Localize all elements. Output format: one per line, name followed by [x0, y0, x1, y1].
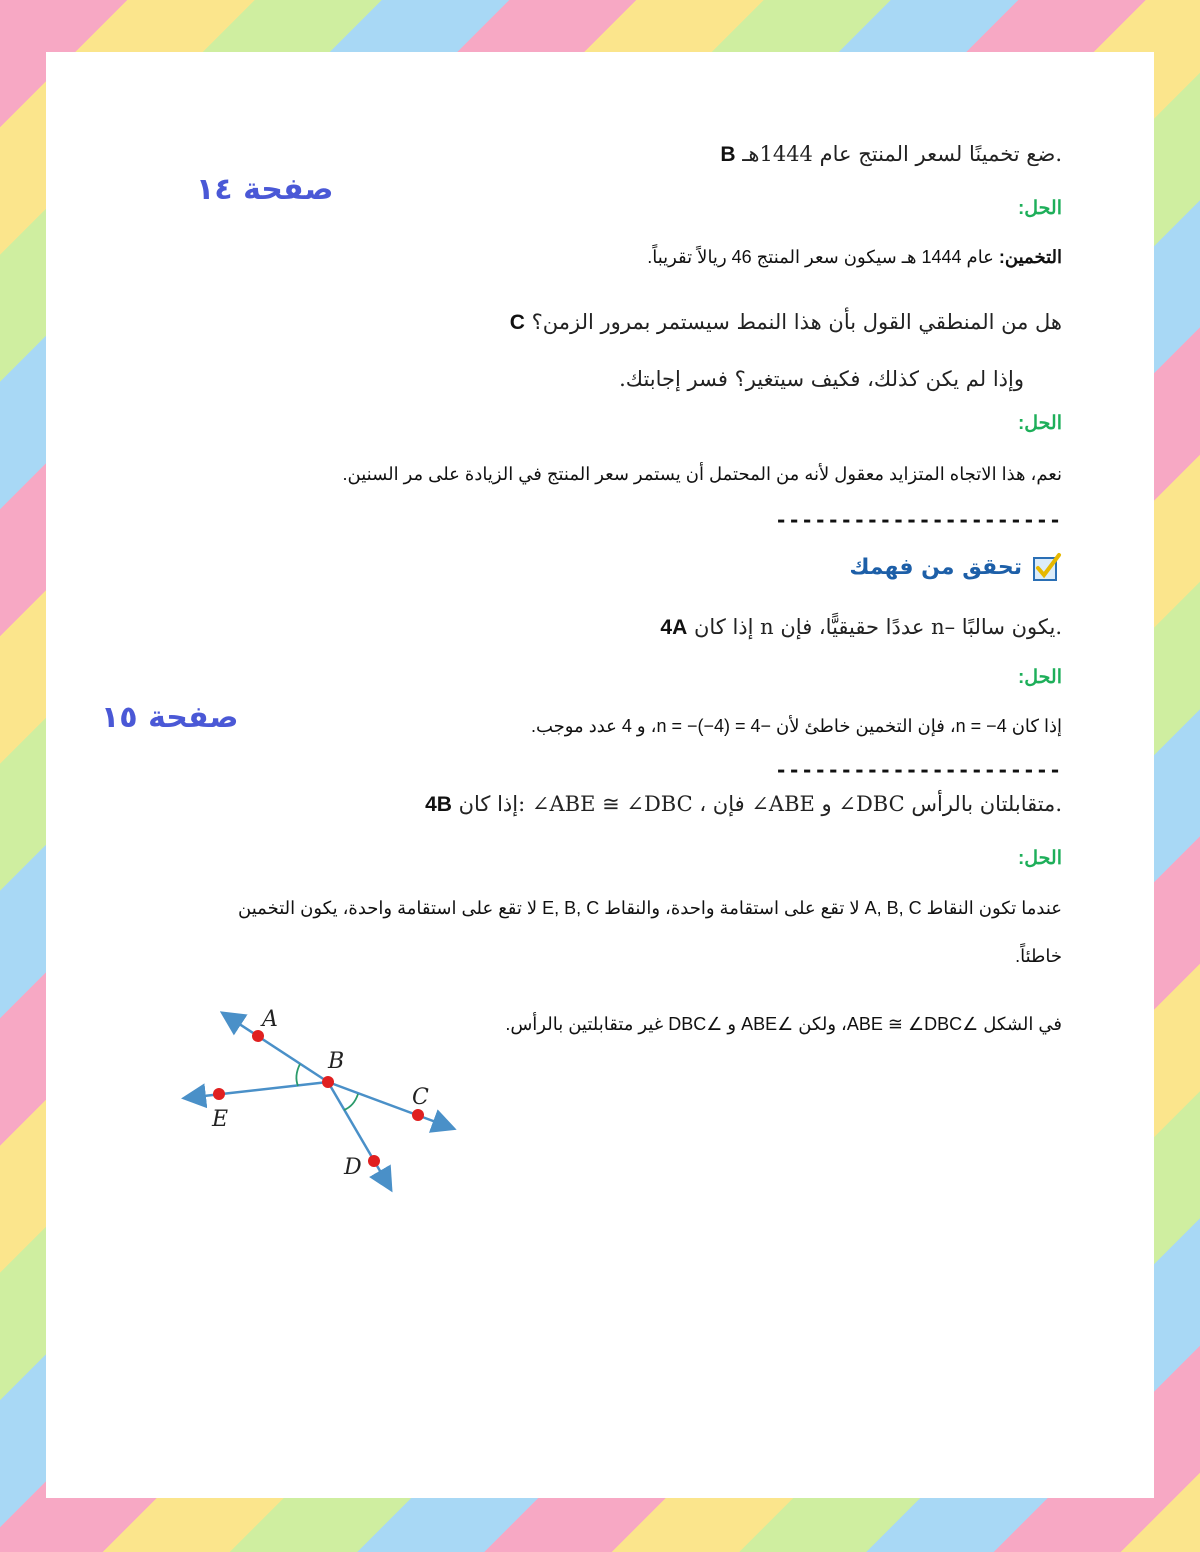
- answer-4b-line1: عندما تكون النقاط A, B, C لا تقع على استقامة واحدة، والنقاط E, B, C لا تقع على استقامة واحدة، يكون التخمين: [238, 898, 1062, 918]
- question-c-letter: C: [509, 311, 525, 334]
- check-understanding-title: تحقق من فهمك: [849, 554, 1022, 580]
- answer-b-prefix: التخمين:: [998, 247, 1062, 267]
- answer-label-4a: الحل:: [1017, 667, 1062, 688]
- page-label-15: صفحة ١٥: [101, 700, 239, 735]
- point-b: [322, 1076, 334, 1088]
- answer-label-4b: الحل:: [1017, 848, 1062, 869]
- worksheet-page: [46, 52, 1154, 1498]
- answer-4b-line2: خاطئاً.: [1015, 946, 1062, 966]
- point-c: [412, 1109, 424, 1121]
- question-4a-text: إذا كان n عددًا حقيقيًّا، فإن n– يكون سالبًا.: [693, 615, 1062, 639]
- label-d: D: [344, 1155, 362, 1180]
- divider-1: ----------------------: [775, 508, 1062, 532]
- ray-be: [186, 1082, 328, 1098]
- label-b: B: [328, 1049, 345, 1074]
- question-4b-label: 4B: [425, 793, 452, 816]
- angle-figure: [176, 1002, 466, 1202]
- label-a: A: [262, 1007, 278, 1032]
- answer-b-text: عام 1444 هـ سيكون سعر المنتج 46 ريالاً تقريباً.: [647, 247, 999, 267]
- answer-label-b: الحل:: [1017, 198, 1062, 219]
- answer-4a: إذا كان n = −4، فإن التخمين خاطئ لأن −n = −(−4) = 4، و 4 عدد موجب.: [530, 716, 1062, 736]
- angle-arc-abe: [296, 1064, 300, 1086]
- question-4b: [362, 792, 1062, 817]
- check-understanding-header: [762, 552, 1062, 582]
- point-e: [213, 1088, 225, 1100]
- point-d: [368, 1155, 380, 1167]
- checkbox-icon: [1032, 552, 1062, 582]
- answer-4b-line3: في الشكل ∠ABE ≅ ∠DBC، ولكن ∠ABE و ∠DBC غير متقابلتين بالرأس.: [505, 1014, 1062, 1034]
- label-c: C: [412, 1085, 429, 1110]
- label-e: E: [212, 1107, 229, 1132]
- question-c-line2: وإذا لم يكن كذلك، فكيف سيتغير؟ فسر إجابتك.: [619, 367, 1024, 391]
- answer-c: نعم، هذا الاتجاه المتزايد معقول لأنه من المحتمل أن يستمر سعر المنتج في الزيادة على مر السنين.: [342, 464, 1062, 484]
- question-4b-text: إذا كان: ∠ABE ≅ ∠DBC ، فإن ∠ABE و ∠DBC متقابلتان بالرأس.: [458, 792, 1062, 816]
- question-b-letter: B: [720, 143, 736, 166]
- question-4a: [462, 615, 1062, 640]
- divider-2: ----------------------: [775, 758, 1062, 782]
- question-b-text: ضع تخمينًا لسعر المنتج عام 1444هـ.: [742, 142, 1062, 166]
- question-c-text: هل من المنطقي القول بأن هذا النمط سيستمر بمرور الزمن؟: [531, 310, 1062, 334]
- answer-b: [162, 247, 1062, 268]
- question-c-line1: [362, 310, 1062, 335]
- page-label-14: صفحة ١٤: [196, 172, 334, 207]
- question-4a-label: 4A: [660, 616, 688, 639]
- answer-label-c: الحل:: [1017, 413, 1062, 434]
- angle-arc-dbc: [344, 1094, 358, 1110]
- ray-bc: [328, 1082, 452, 1128]
- question-b: [362, 142, 1062, 167]
